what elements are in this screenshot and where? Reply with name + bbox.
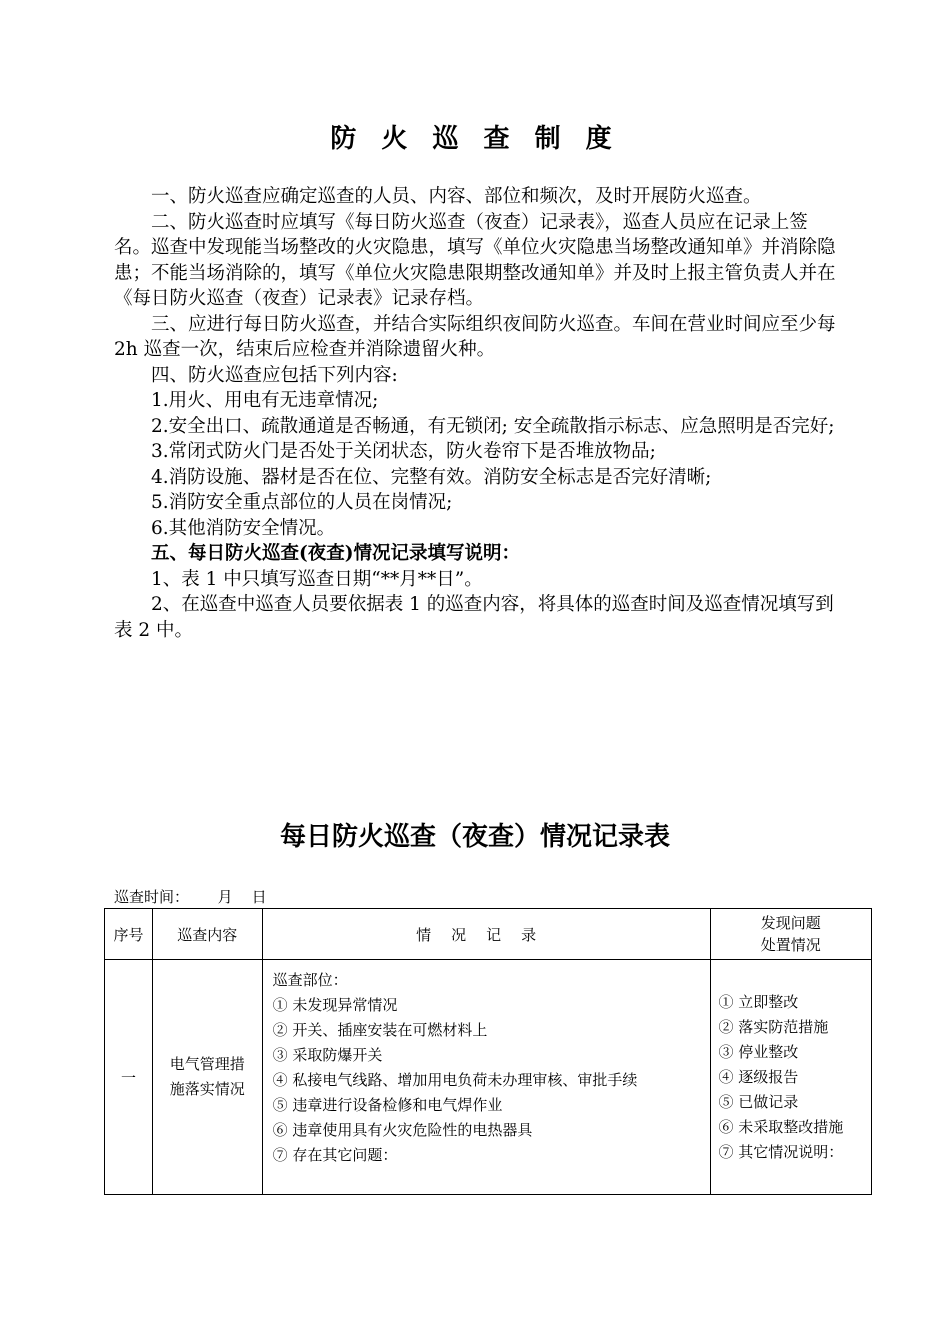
inspection-time-label: 巡查时间： 月 日 [114,888,267,906]
record-line: ⑦ 存在其它问题： [272,1146,398,1164]
row-content-line: 电气管理措 [169,1055,245,1073]
header-record [262,909,710,960]
disposal-line: ③ 停业整改 [718,1042,799,1061]
record-line: ⑥ 违章使用具有火灾危险性的电热器具 [272,1121,533,1139]
disposal-line: ⑦ 其它情况说明： [718,1142,844,1161]
policy-list-item: 1.用火、用电有无违章情况; [151,390,379,411]
policy-paragraph: 四、防火巡查应包括下列内容: [151,364,398,386]
header-disposal [710,909,872,960]
policy-list-item: 5.消防安全重点部位的人员在岗情况; [151,492,453,513]
row-content [152,960,262,1195]
policy-body [114,184,838,643]
record-line: ⑤ 违章进行设备检修和电气焊作业 [272,1096,503,1114]
record-line: ② 开关、插座安装在可燃材料上 [272,1021,488,1039]
record-line: ③ 采取防爆开关 [272,1046,383,1064]
row-record [262,960,710,1195]
record-line: ① 未发现异常情况 [272,996,398,1014]
record-table-title: 每日防火巡查（夜查）情况记录表 [279,822,670,852]
policy-paragraph: 二、防火巡查时应填写《每日防火巡查（夜查）记录表》，巡查人员应在记录上签名。巡查中发现能当场整改的火灾隐患，填写《单位火灾隐患当场整改通知单》并消除隐患；不能当场消除的，填写《单位火灾隐患限期整改通知单》并及时上报主管负责人并在《每日防火巡查（夜查）记录表》记录存档。 [114,211,836,309]
table-header-row [105,909,872,960]
policy-list-item: 4.消防设施、器材是否在位、完整有效。消防安全标志是否完好清晰; [151,466,712,488]
header-record-label: 情况记录 [416,925,557,944]
policy-paragraph: 1、表 1 中只填写巡查日期“**月**日”。 [151,568,483,590]
disposal-line: ④ 逐级报告 [718,1067,799,1086]
disposal-line: ② 落实防范措施 [718,1017,829,1036]
row-seq: 一 [105,960,153,1195]
policy-list-item: 6.其他消防安全情况。 [151,517,336,539]
policy-paragraph: 三、应进行每日防火巡查，并结合实际组织夜间防火巡查。车间在营业时间应至少每 2h 巡查一次，结束后应检查并消除遗留火种。 [114,313,836,360]
disposal-line: ⑤ 已做记录 [718,1092,799,1111]
header-content: 巡查内容 [152,909,262,960]
row-content-line: 施落实情况 [169,1080,245,1098]
policy-list-item: 2.安全出口、疏散通道是否畅通，有无锁闭; 安全疏散指示标志、应急照明是否完好; [151,415,835,437]
header-disposal-line: 发现问题 [760,914,821,932]
policy-paragraph: 2、在巡查中巡查人员要依据表 1 的巡查内容，将具体的巡查时间及巡查情况填写到表 2 中。 [114,594,834,641]
inspection-record-table [104,908,872,1195]
policy-paragraph: 一、防火巡查应确定巡查的人员、内容、部位和频次，及时开展防火巡查。 [151,186,762,207]
header-seq: 序号 [105,909,153,960]
header-disposal-line: 处置情况 [760,936,821,954]
disposal-line: ① 立即整改 [718,992,799,1011]
policy-list-item: 3.常闭式防火门是否处于关闭状态，防火卷帘下是否堆放物品; [151,441,656,462]
record-line: 巡查部位： [272,971,348,989]
row-disposal [710,960,872,1195]
policy-paragraph: 五、每日防火巡查(夜查)情况记录填写说明： [151,543,521,564]
record-line: ④ 私接电气线路、增加用电负荷未办理审核、审批手续 [272,1071,638,1089]
disposal-line: ⑥ 未采取整改措施 [718,1117,844,1136]
policy-title: 防 火 巡 查 制 度 [330,124,620,154]
table-row [105,960,872,1195]
